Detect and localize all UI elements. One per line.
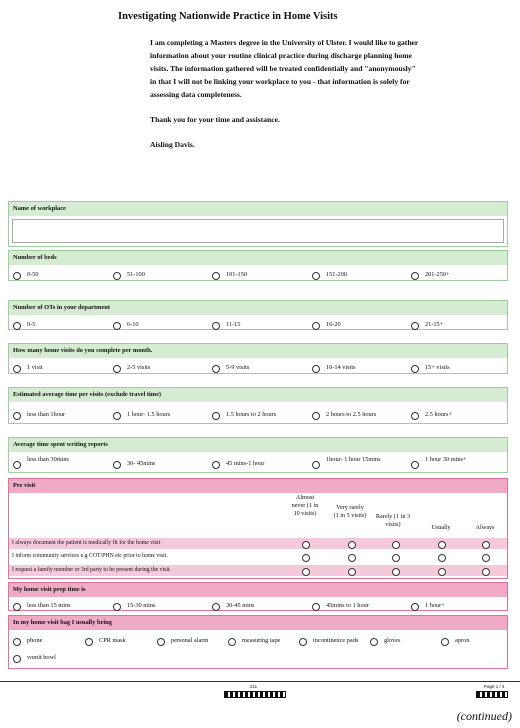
prep-option-label: less than 15 mins (27, 602, 71, 609)
prep-label: My home visit prep time is (9, 583, 507, 597)
beds-option-label: 151-200 (326, 271, 347, 278)
visits-option-label: 10-14 visits (326, 364, 356, 371)
visits-radio[interactable] (312, 365, 320, 373)
beds-label: Number of beds (9, 251, 507, 265)
beds-option-label: 101-150 (226, 271, 247, 278)
beds-option-label: 201-250+ (425, 271, 450, 278)
ots-option-label: 21-15+ (425, 321, 444, 328)
bag-option-label: gloves (384, 637, 401, 644)
visits-label: How many home visits do you complete per month. (9, 344, 507, 358)
matrix-radio[interactable] (302, 541, 310, 549)
matrix-radio[interactable] (438, 554, 446, 562)
matrix-radio[interactable] (302, 568, 310, 576)
avgtime-label: Estimated average time per visits (exclude travel time) (9, 388, 507, 402)
beds-radio[interactable] (411, 272, 419, 280)
matrix-radio[interactable] (482, 541, 490, 549)
bag-radio[interactable] (13, 655, 21, 663)
bag-option-label: phone (27, 637, 43, 644)
prep-radio[interactable] (312, 603, 320, 611)
col-usually: Usually (431, 524, 451, 531)
bag-radio[interactable] (228, 638, 236, 646)
continued-note: (continued) (456, 709, 512, 723)
matrix-radio[interactable] (438, 568, 446, 576)
barcode-center (224, 691, 286, 698)
avgtime-radio[interactable] (411, 412, 419, 420)
visits-section (8, 343, 508, 374)
matrix-row-label: I always document the patient is medically fit for the home visit (12, 540, 161, 546)
avgtime-radio[interactable] (312, 412, 320, 420)
bag-option-label: incontinence pads (313, 637, 359, 644)
intro-text (150, 36, 420, 163)
prep-radio[interactable] (411, 603, 419, 611)
ots-section (8, 300, 508, 330)
reports-option-label: 45 mins-1 hour (226, 460, 265, 467)
matrix-radio[interactable] (348, 568, 356, 576)
bag-label: In my home visit bag I usually bring (9, 616, 507, 630)
prep-option-label: 30-45 mins (226, 602, 255, 609)
prep-radio[interactable] (13, 603, 21, 611)
reports-radio[interactable] (212, 461, 220, 469)
ots-options (9, 315, 507, 343)
bag-radio[interactable] (13, 638, 21, 646)
bag-section (8, 615, 508, 669)
visits-radio[interactable] (212, 365, 220, 373)
bag-radio[interactable] (441, 638, 449, 646)
page-title: Investigating Nationwide Practice in Home Visits (118, 11, 338, 22)
beds-radio[interactable] (13, 272, 21, 280)
avgtime-option-label: less than 1hour (27, 411, 66, 418)
footer-rule (0, 681, 520, 682)
reports-section (8, 437, 508, 473)
ots-label: Number of OTs in your department (9, 301, 507, 315)
col-rarely: Rarely (1 in 3 visits) (375, 513, 411, 528)
intro-paragraph: I am completing a Masters degree in the University of Ulster. I would like to gather information about your routine clinical practice during discharge planning home visits. The information gathered will be treated confidentially and "anonymously" in that I will not be linking your workplace to you - that information is solely for assessing data completeness. (150, 38, 419, 99)
workplace-input[interactable] (12, 219, 504, 243)
bag-radio[interactable] (299, 638, 307, 646)
matrix-row (9, 565, 507, 576)
ots-option-label: 16-20 (326, 321, 341, 328)
avgtime-section (8, 387, 508, 424)
visits-option-label: 2-5 visits (127, 364, 151, 371)
visits-radio[interactable] (13, 365, 21, 373)
beds-option-label: 0-50 (27, 271, 39, 278)
ots-radio[interactable] (113, 322, 121, 330)
matrix-radio[interactable] (392, 554, 400, 562)
matrix-row-label: I request a family member or 3rd party to be present during the visit. (12, 567, 172, 573)
workplace-section (8, 201, 508, 247)
visits-option-label: 1 visit (27, 364, 43, 371)
bag-options (9, 630, 507, 682)
avgtime-option-label: 1 hour- 1.5 hours (127, 411, 171, 418)
reports-option-label: 1 hour 30 mins+ (425, 456, 467, 463)
reports-label: Average time spent writing reports (9, 438, 507, 452)
col-always: Always (475, 524, 495, 531)
barcode-right (476, 691, 508, 698)
reports-option-label: 1hour- 1 hour 15mins (326, 456, 381, 463)
beds-section (8, 250, 508, 281)
matrix-radio[interactable] (482, 554, 490, 562)
signature-name: Aisling Davis. (150, 140, 195, 149)
matrix-radio[interactable] (392, 568, 400, 576)
reports-radio[interactable] (13, 461, 21, 469)
prep-option-label: 15-30 mins (127, 602, 156, 609)
visits-radio[interactable] (411, 365, 419, 373)
thanks-line: Thank you for your time and assistance. (150, 115, 280, 124)
previsit-section (8, 478, 508, 579)
prep-option-label: 45mins to 1 hour (326, 602, 369, 609)
bag-option-label: measuring tape (242, 637, 281, 644)
reports-option-label: 30- 45mins (127, 460, 156, 467)
matrix-radio[interactable] (392, 541, 400, 549)
matrix-radio[interactable] (348, 554, 356, 562)
ots-radio[interactable] (312, 322, 320, 330)
avgtime-option-label: 2 hours to 2.5 hours (326, 411, 377, 418)
bag-option-label: CPR mask (99, 637, 126, 644)
matrix-row (9, 551, 507, 562)
beds-radio[interactable] (113, 272, 121, 280)
bag-option-label: vomit bowl (27, 654, 56, 661)
prep-radio[interactable] (212, 603, 220, 611)
matrix-row (9, 538, 507, 549)
reports-option-label: less than 30mins (27, 456, 69, 463)
avgtime-options (9, 402, 507, 437)
ots-radio[interactable] (212, 322, 220, 330)
matrix-radio[interactable] (438, 541, 446, 549)
bag-radio[interactable] (85, 638, 93, 646)
bag-radio[interactable] (370, 638, 378, 646)
prep-section (8, 582, 508, 611)
matrix-radio[interactable] (302, 554, 310, 562)
bag-option-label: apron (455, 637, 470, 644)
ots-radio[interactable] (411, 322, 419, 330)
ots-option-label: 11-15 (226, 321, 241, 328)
visits-option-label: 5-9 visits (226, 364, 250, 371)
avgtime-radio[interactable] (13, 412, 21, 420)
previsit-label: Pre visit (9, 479, 507, 493)
beds-radio[interactable] (312, 272, 320, 280)
ots-radio[interactable] (13, 322, 21, 330)
col-almost-never: Almost never (1 in 10 visits) (291, 494, 319, 517)
avgtime-option-label: 2.5 hours+ (425, 411, 452, 418)
avgtime-radio[interactable] (113, 412, 121, 420)
beds-options (9, 265, 507, 294)
bag-radio[interactable] (157, 638, 165, 646)
reports-radio[interactable] (312, 461, 320, 469)
prep-radio[interactable] (113, 603, 121, 611)
matrix-row-label: I inform community services e.g COT/PHN etc prior to home visit. (12, 553, 168, 559)
reports-radio[interactable] (113, 461, 121, 469)
col-very-rarely: Very rarely (1 in 5 visits) (333, 504, 367, 519)
beds-option-label: 51-100 (127, 271, 145, 278)
matrix-radio[interactable] (348, 541, 356, 549)
visits-option-label: 15+ visits (425, 364, 450, 371)
bag-option-label: personal alarm (171, 637, 209, 644)
workplace-label: Name of workplace (9, 202, 507, 216)
visits-radio[interactable] (113, 365, 121, 373)
avgtime-option-label: 1.5 hours to 2 hours (226, 411, 277, 418)
footer-left: 211 (250, 684, 258, 689)
matrix-radio[interactable] (482, 568, 490, 576)
ots-option-label: 6-10 (127, 321, 139, 328)
visits-options (9, 358, 507, 387)
ots-option-label: 0-5 (27, 321, 36, 328)
footer-right: Page 1 / 4 (484, 684, 505, 689)
reports-radio[interactable] (411, 461, 419, 469)
prep-option-label: 1 hour+ (425, 602, 445, 609)
beds-radio[interactable] (212, 272, 220, 280)
avgtime-radio[interactable] (212, 412, 220, 420)
